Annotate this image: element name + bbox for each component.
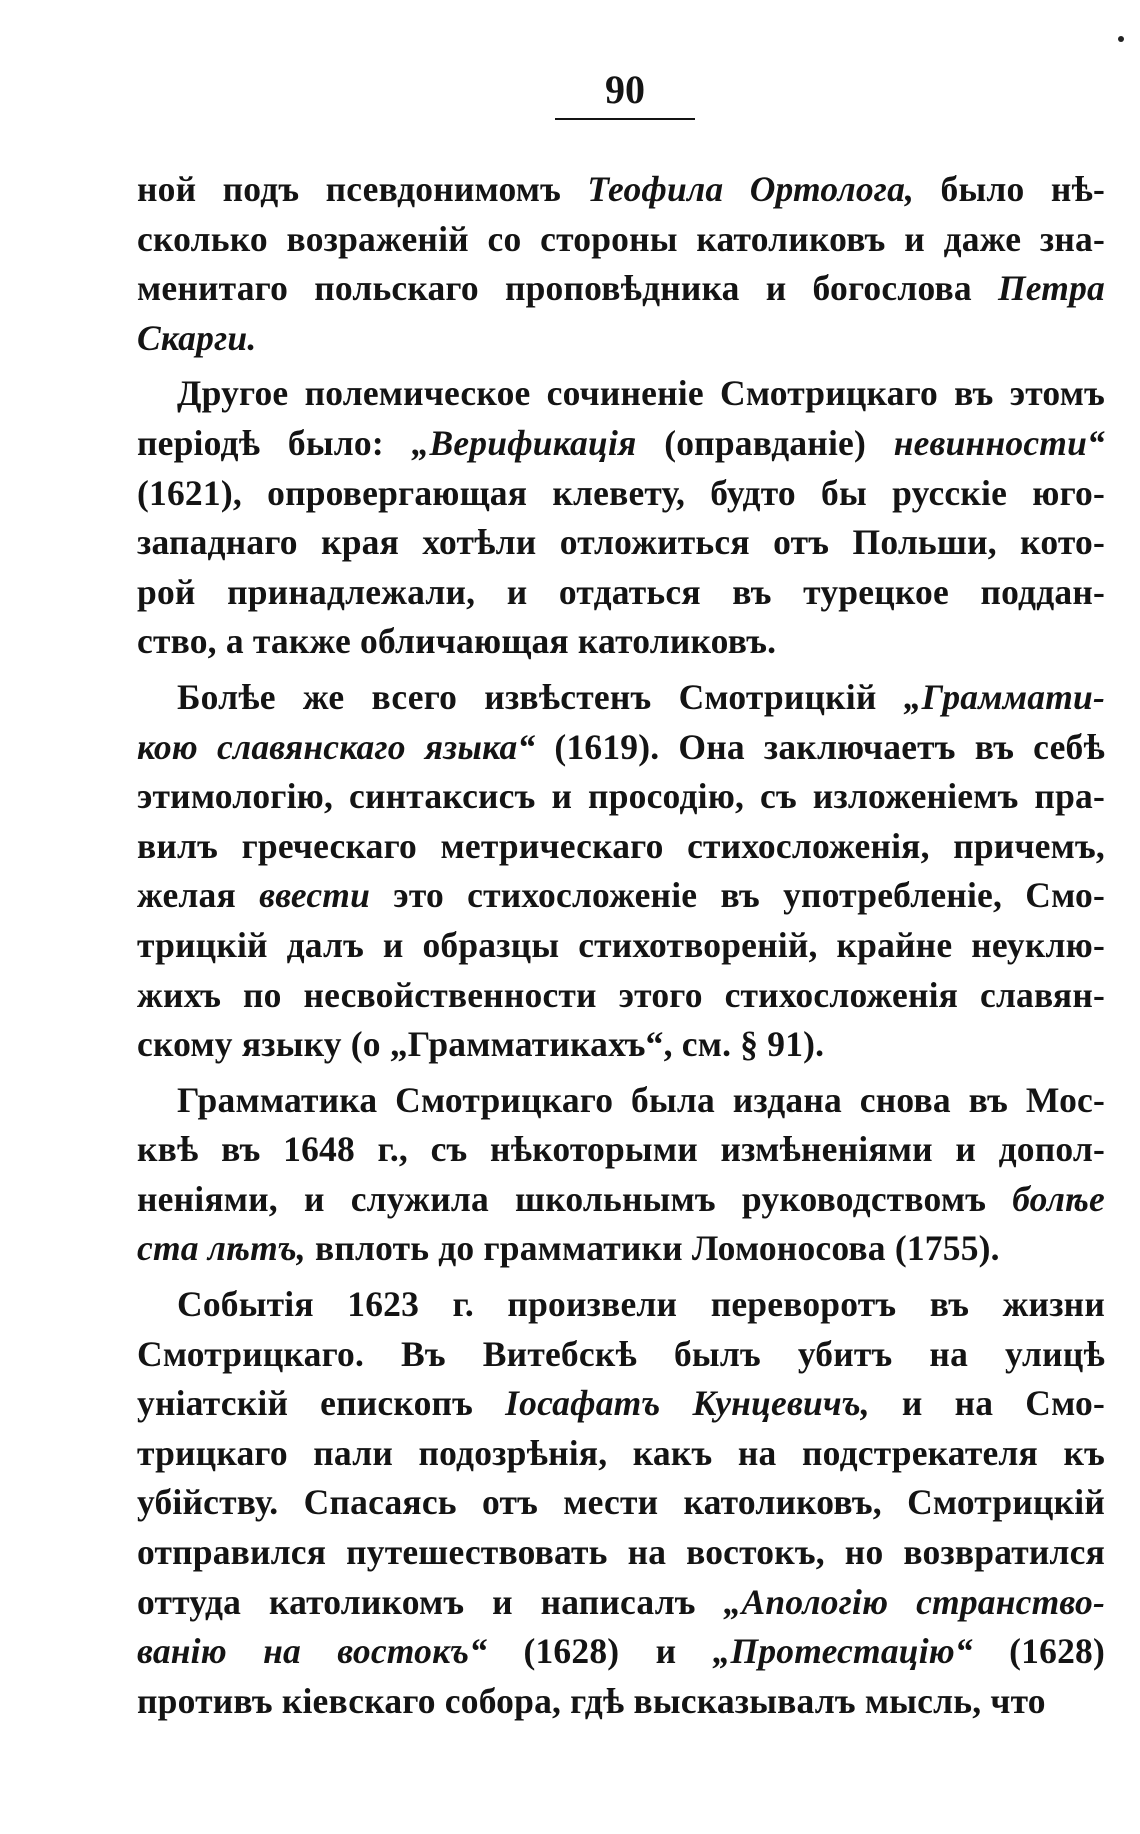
italic-span: болѣе <box>1012 1178 1105 1219</box>
text-line <box>137 419 1105 469</box>
italic-span: ванію на востокъ“ <box>137 1631 488 1672</box>
italic-span: „Граммати- <box>903 676 1105 717</box>
text-span: убійству. Спасаясь отъ мести католиковъ, Смотрицкій <box>137 1482 1105 1523</box>
text-line <box>137 369 1105 419</box>
text-span: западнаго края хотѣли отложиться отъ Польши, кото- <box>137 522 1105 563</box>
text-span: и на Смо- <box>869 1383 1105 1424</box>
text-line <box>137 264 1105 314</box>
paragraph <box>137 369 1105 667</box>
text-span: Другое полемическое сочиненіе Смотрицкаго въ этомъ <box>177 373 1105 414</box>
text-line <box>137 1627 1105 1677</box>
text-span: вилъ греческаго метрическаго стихосложенія, причемъ, <box>137 825 1105 866</box>
page-header <box>555 68 695 120</box>
text-line <box>137 518 1105 568</box>
text-span: ной подъ псевдонимомъ <box>137 169 588 209</box>
text-line <box>137 1677 1105 1727</box>
italic-span: Теофила Ортолога, <box>587 169 915 209</box>
text-span: Грамматика Смотрицкаго была издана снова въ Мос- <box>177 1079 1105 1120</box>
text-line <box>137 1578 1105 1628</box>
italic-span: Скарги. <box>137 317 257 358</box>
italic-span: невинности“ <box>893 422 1105 463</box>
text-span: этимологію, синтаксисъ и просодію, съ изложеніемъ пра- <box>137 776 1105 817</box>
text-span: противъ кіевскаго собора, гдѣ высказывалъ мысль, что <box>137 1680 1046 1721</box>
text-span: Смотрицкаго. Въ Витебскѣ былъ убитъ на улицѣ <box>137 1333 1105 1374</box>
text-line <box>137 921 1105 971</box>
paragraph <box>137 673 1105 1070</box>
body-text <box>137 165 1105 1726</box>
text-line <box>137 1020 1105 1070</box>
print-speck <box>1118 36 1124 42</box>
text-line <box>137 568 1105 618</box>
paragraph <box>137 1280 1105 1726</box>
text-line <box>137 1379 1105 1429</box>
text-line <box>137 673 1105 723</box>
text-line <box>137 617 1105 667</box>
page-number: 90 <box>605 67 645 112</box>
text-span: вплоть до грамматики Ломоносова (1755). <box>305 1228 1000 1269</box>
text-line <box>137 165 1105 215</box>
text-line <box>137 723 1105 773</box>
text-line <box>137 1330 1105 1380</box>
text-line <box>137 971 1105 1021</box>
text-span: менитаго польскаго проповѣдника и богослова <box>137 268 998 309</box>
text-span: (1621), опровергающая клевету, будто бы русскіе юго- <box>137 472 1105 513</box>
paragraph <box>137 1076 1105 1274</box>
text-span: трицкаго пали подозрѣнія, какъ на подстрекателя къ <box>137 1432 1105 1473</box>
text-line <box>137 1280 1105 1330</box>
text-span: было нѣ- <box>914 169 1105 209</box>
italic-span: ввести <box>259 875 371 916</box>
text-line <box>137 1429 1105 1479</box>
text-span: уніатскій епископъ <box>137 1383 506 1424</box>
text-line <box>137 215 1105 265</box>
text-span: рой принадлежали, и отдаться въ турецкое поддан- <box>137 571 1105 612</box>
text-line <box>137 871 1105 921</box>
text-line <box>137 822 1105 872</box>
text-span: оттуда католикомъ и написалъ <box>137 1581 724 1622</box>
text-span: неніями, и служила школьнымъ руководствомъ <box>137 1178 1013 1219</box>
text-line <box>137 772 1105 822</box>
text-span: сколько возраженій со стороны католиковъ и даже зна- <box>137 218 1105 259</box>
italic-span: Петра <box>997 268 1105 309</box>
text-span: это стихосложеніе въ употребленіе, Смо- <box>370 875 1105 916</box>
italic-span: ста лѣтъ, <box>137 1228 306 1269</box>
text-span: жихъ по несвойственности этого стихосложенія славян- <box>137 974 1105 1015</box>
text-line <box>137 314 1105 364</box>
paragraph <box>137 165 1105 363</box>
text-line <box>137 1224 1105 1274</box>
text-span: (1619). Она заключаетъ въ себѣ <box>535 726 1105 767</box>
italic-span: кою славянскаго языка“ <box>137 726 536 767</box>
text-line <box>137 1076 1105 1126</box>
text-span: Болѣе же всего извѣстенъ Смотрицкій <box>177 676 904 717</box>
text-line <box>137 1175 1105 1225</box>
text-span: (оправданіе) <box>636 422 894 463</box>
text-span: скому языку (о „Грамматикахъ“, см. § 91). <box>137 1024 825 1065</box>
text-span: квѣ въ 1648 г., съ нѣкоторыми измѣненіями и допол- <box>137 1129 1105 1170</box>
text-span: (1628) и <box>487 1631 713 1672</box>
text-span: ство, а также обличающая католиковъ. <box>137 621 777 662</box>
italic-span: „Апологію странство- <box>723 1581 1105 1622</box>
text-span: отправился путешествовать на востокъ, но возвратился <box>137 1532 1105 1573</box>
text-line <box>137 1125 1105 1175</box>
text-span: Событія 1623 г. произвели переворотъ въ жизни <box>177 1284 1105 1325</box>
text-span: (1628) <box>972 1631 1105 1672</box>
text-line <box>137 1478 1105 1528</box>
italic-span: Іосафатъ Кунцевичъ, <box>505 1383 870 1424</box>
italic-span: „Протестацію“ <box>712 1631 973 1672</box>
text-span: періодѣ было: <box>137 422 412 463</box>
text-line <box>137 469 1105 519</box>
text-span: трицкій далъ и образцы стихотвореній, крайне неуклю- <box>137 924 1105 965</box>
header-rule <box>555 118 695 120</box>
italic-span: „Верификація <box>411 422 637 463</box>
text-span: желая <box>137 875 260 916</box>
text-line <box>137 1528 1105 1578</box>
